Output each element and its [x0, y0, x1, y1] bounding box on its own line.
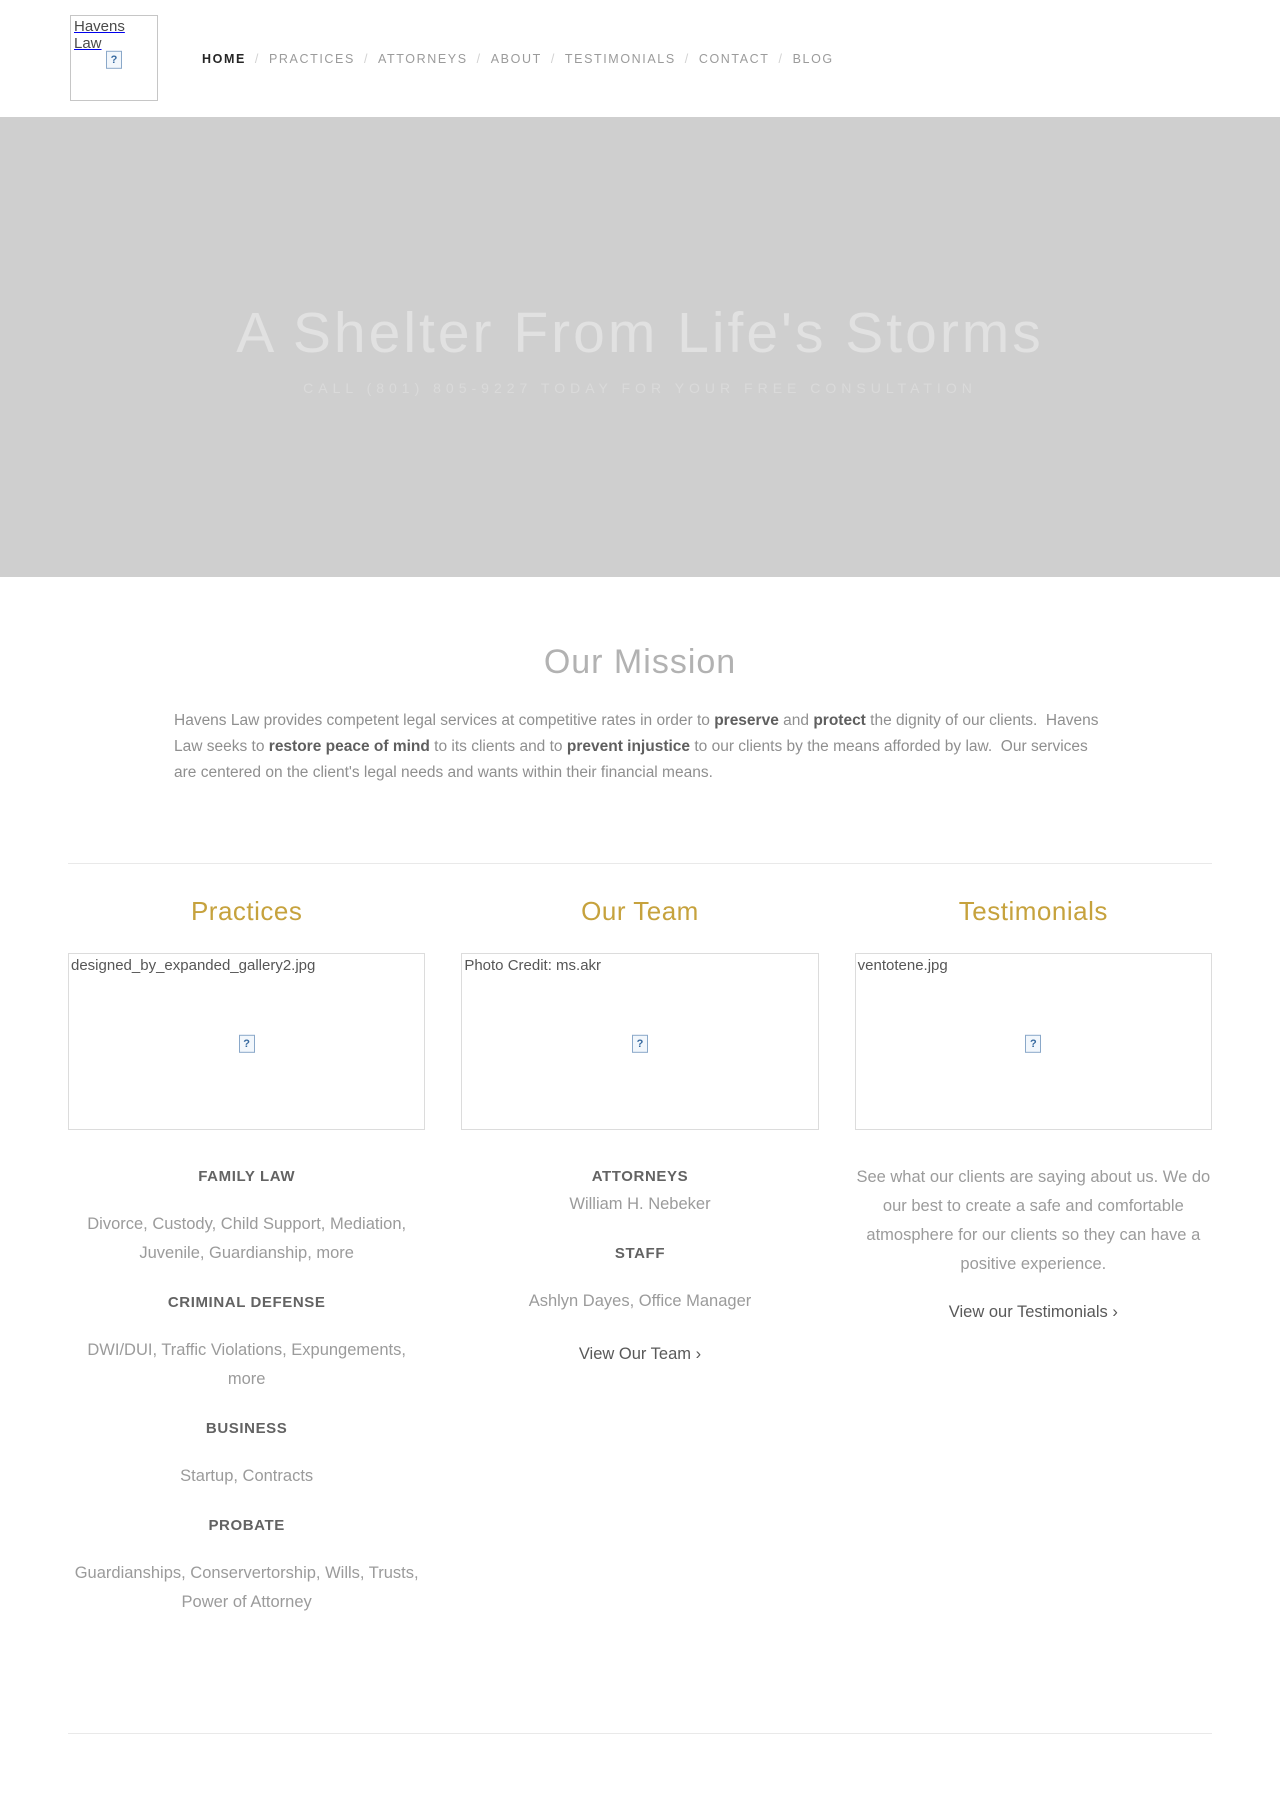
columns [68, 864, 1212, 1617]
testimonials-paragraph: See what our clients are saying about us. We do our best to create a safe and comfortable atmosphere for our clients so they can have a positive experience. [856, 1168, 1211, 1273]
mission-text: the dignity of our clients. Havens Law seeks to [174, 712, 1103, 755]
mission-bold-text: preserve [714, 712, 779, 729]
broken-image-icon: ? [1025, 1034, 1041, 1052]
nav-item-attorneys[interactable]: ATTORNEYS [378, 51, 468, 66]
group-business [68, 1420, 425, 1491]
nav-item-testimonials[interactable]: TESTIMONIALS [564, 51, 676, 66]
nav-separator: / [684, 51, 690, 66]
site-header [0, 0, 1280, 117]
broken-image-icon: ? [239, 1034, 255, 1052]
column-heading-testimonials: Testimonials [958, 896, 1108, 926]
hero-subtitle: CALL (801) 805-9227 TODAY FOR YOUR FREE CONSULTATION [303, 380, 977, 396]
hero-title: A Shelter From Life's Storms [236, 301, 1044, 365]
column-team [461, 864, 818, 1364]
column-practices [68, 864, 425, 1617]
footer-whitespace [0, 1734, 1280, 1803]
mission-text: Havens Law provides competent legal services at competitive rates in order to [174, 712, 715, 729]
broken-image-icon: ? [106, 51, 122, 69]
nav-separator: / [363, 51, 370, 66]
group-title: PROBATE [208, 1517, 285, 1534]
group-title: ATTORNEYS [591, 1168, 689, 1185]
group-desc: Guardianships, Conservertorship, Wills, Trusts, Power of Attorney [74, 1564, 419, 1611]
broken-image-icon: ? [632, 1034, 648, 1052]
nav-item-practices[interactable]: PRACTICES [268, 51, 355, 66]
mission-bold-text: protect [813, 712, 866, 729]
link-team[interactable]: View Our Team › [578, 1345, 702, 1363]
group-title: STAFF [614, 1245, 666, 1262]
group-title: CRIMINAL DEFENSE [167, 1294, 326, 1311]
broken-image-team [461, 953, 818, 1130]
image-alt-text: designed_by_expanded_gallery2.jpg [71, 957, 316, 974]
group-criminal-defense [68, 1294, 425, 1394]
mission-title: Our Mission [543, 643, 737, 681]
mission-text: to its clients and to [429, 738, 567, 755]
column-testimonials [855, 864, 1212, 1322]
nav-item-home[interactable]: HOME [202, 51, 246, 66]
group-title: FAMILY LAW [198, 1168, 296, 1185]
group-attorneys [461, 1168, 818, 1219]
image-alt-text: ventotene.jpg [857, 957, 948, 974]
nav-separator: / [550, 51, 556, 66]
logo-alt-text: Havens Law [74, 18, 125, 52]
group-desc: Divorce, Custody, Child Support, Mediation, Juvenile, Guardianship, more [87, 1215, 407, 1262]
mission-section [0, 577, 1280, 786]
logo-broken-image[interactable] [70, 15, 158, 101]
group-desc: Ashlyn Dayes, Office Manager [528, 1292, 752, 1310]
group-desc: William H. Nebeker [569, 1195, 711, 1213]
broken-image-testimonials [855, 953, 1212, 1130]
nav-separator: / [476, 51, 482, 66]
image-alt-text: Photo Credit: ms.akr [464, 957, 602, 974]
nav-item-blog[interactable]: BLOG [792, 51, 834, 66]
mission-text: to our clients by the means afforded by law. Our services are centered on the client's legal needs and wants within their financial means. [174, 738, 1093, 781]
group-probate [68, 1517, 425, 1617]
mission-bold-text: restore peace of mind [268, 738, 430, 755]
column-heading-team: Our Team [581, 896, 699, 926]
column-heading-practices: Practices [190, 896, 303, 926]
hero-banner [0, 117, 1280, 577]
nav-item-about[interactable]: ABOUT [490, 51, 542, 66]
group-desc: Startup, Contracts [180, 1467, 314, 1485]
group-staff [461, 1245, 818, 1316]
link-testimonials[interactable]: View our Testimonials › [948, 1303, 1118, 1321]
broken-image-practices [68, 953, 425, 1130]
mission-text: and [778, 712, 814, 729]
nav-separator: / [778, 51, 784, 66]
nav-separator: / [254, 51, 260, 66]
group-family-law [68, 1168, 425, 1268]
mission-paragraph [174, 708, 1106, 786]
group-title: BUSINESS [205, 1420, 288, 1437]
nav-item-contact[interactable]: CONTACT [698, 51, 770, 66]
main-nav [202, 0, 834, 117]
group-desc: DWI/DUI, Traffic Violations, Expungements, more [87, 1341, 406, 1388]
mission-bold-text: prevent injustice [566, 738, 691, 755]
